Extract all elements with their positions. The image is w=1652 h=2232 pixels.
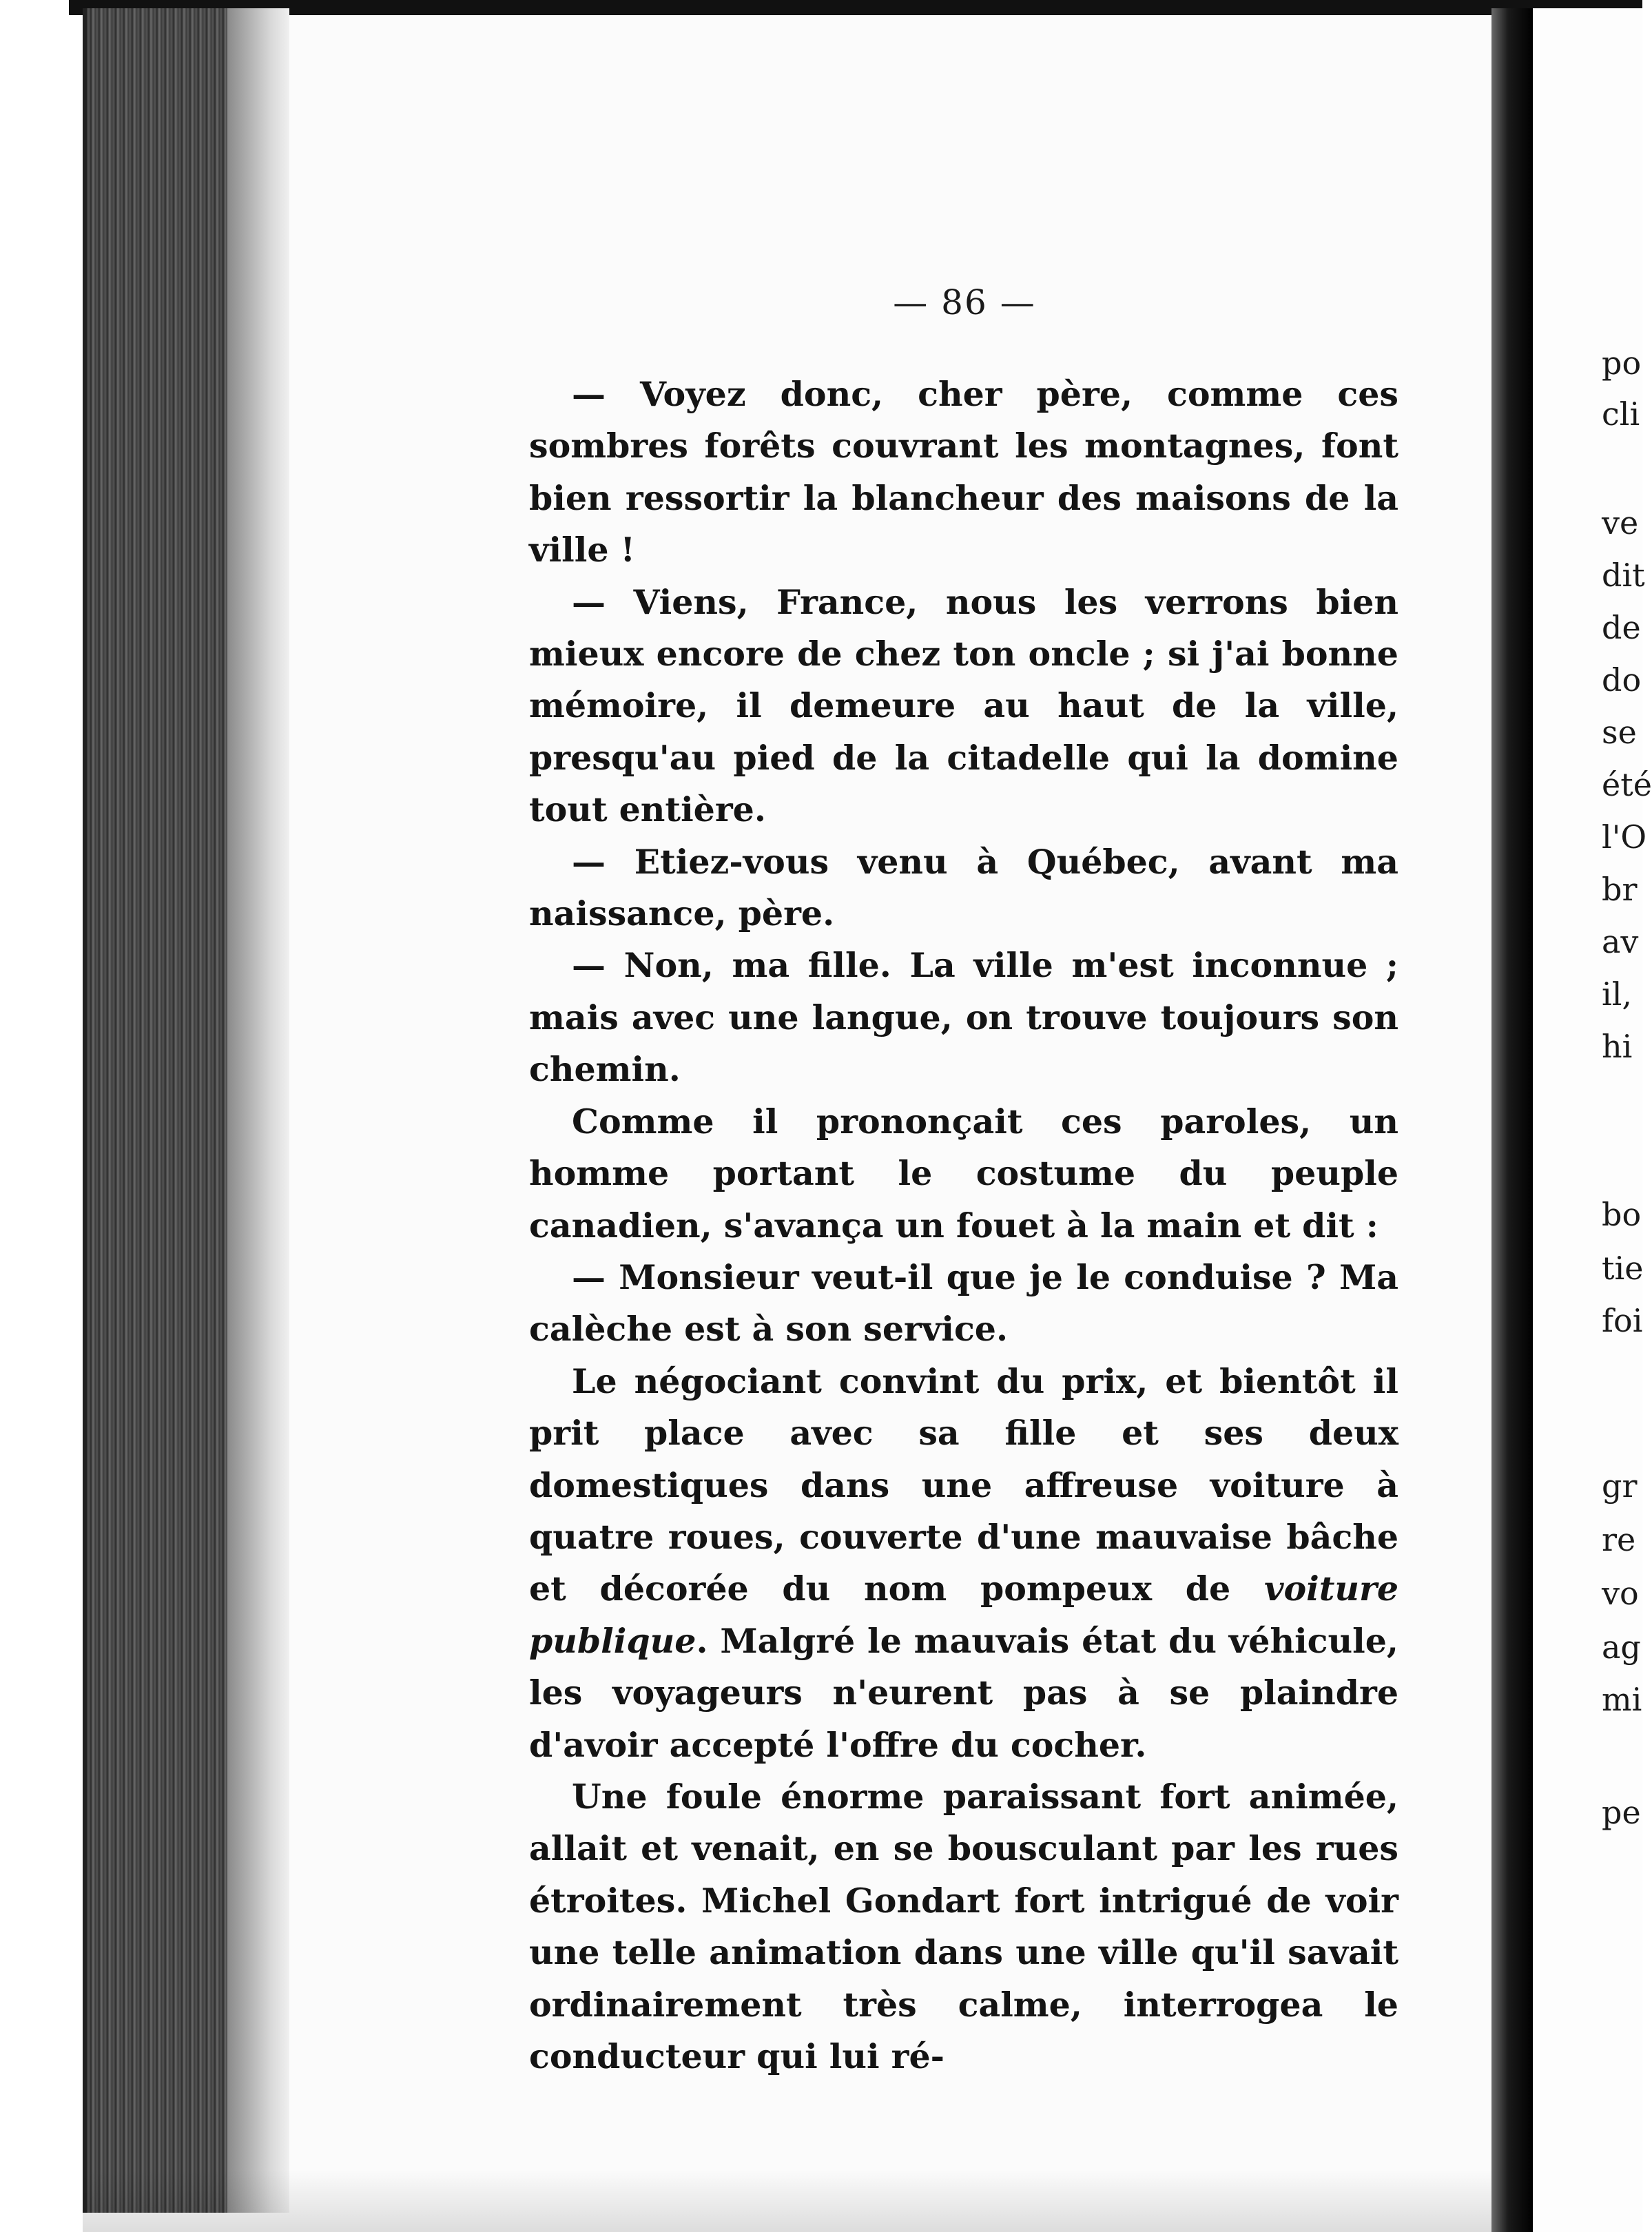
page-number: — 86 — [893, 282, 1036, 322]
fragment: se [1602, 714, 1637, 751]
fragment: br [1602, 871, 1638, 908]
scan-top-edge [69, 0, 1642, 15]
outer-margin [0, 0, 83, 2232]
paragraph: — Etiez-vous venu à Québec, avant ma naissance, père. [529, 841, 1398, 934]
paragraph-text: Le négociant convint du prix, et bientôt il prit place avec sa fille et ses deux domestiques dans une affreuse voiture à quatre roues, couverte d'une mauvaise bâche et décorée du nom pompeux de [529, 1361, 1398, 1609]
page-edge-shadow [227, 8, 289, 2213]
fragment: ag [1602, 1629, 1641, 1666]
fragment: po [1602, 344, 1642, 382]
fragment: foi [1602, 1302, 1643, 1339]
fragment: hi [1602, 1028, 1633, 1065]
paragraph: — Non, ma fille. La ville m'est inconnue ; mais avec une langue, on trouve toujours son chemin. [529, 945, 1398, 1090]
fragment: ve [1602, 504, 1639, 541]
fragment: gr [1602, 1467, 1638, 1505]
fragment: pe [1602, 1794, 1641, 1831]
fragment: été [1602, 766, 1652, 803]
fragment: cli [1602, 395, 1640, 433]
paragraph: — Monsieur veut-il que je le conduise ? Ma calèche est à son service. [529, 1257, 1398, 1350]
bottom-shadow [83, 2170, 1495, 2232]
paragraph: Une foule énorme paraissant fort animée, allait et venait, en se bousculant par les rues étroites. Michel Gondart fort intrigué de voir une telle animation dans une ville qu'il savait ordinairement très calme, interrogea le conducteur qui lui ré- [529, 1776, 1398, 2076]
italic-phrase: voiture publique [529, 1569, 1398, 1661]
book-gutter [1491, 8, 1533, 2232]
fragment: re [1602, 1521, 1636, 1558]
paragraph-price [529, 1356, 1398, 1771]
facing-page-fragment [1533, 8, 1652, 2232]
fragment: bo [1602, 1196, 1642, 1233]
fragment: l'O [1602, 818, 1647, 856]
paragraph-text: . Malgré le mauvais état du véhicule, les voyageurs n'eurent pas à se plaindre d'avoir accepté l'offre du cocher. [529, 1620, 1398, 1765]
fragment: il, [1602, 975, 1633, 1013]
fragment: dit [1602, 557, 1645, 594]
paragraph: — Viens, France, nous les verrons bien mieux encore de chez ton oncle ; si j'ai bonne mémoire, il demeure au haut de la ville, presqu'au pied de la citadelle qui la domine tout entière. [529, 581, 1398, 830]
fragment: de [1602, 609, 1641, 646]
fragment: av [1602, 923, 1639, 960]
fragment: do [1602, 661, 1642, 699]
fragment: mi [1602, 1681, 1642, 1718]
paragraph: — Voyez donc, cher père, comme ces sombres forêts couvrant les montagnes, font bien ressortir la blancheur des maisons de la ville ! [529, 374, 1398, 570]
page-body-text [529, 369, 1398, 2083]
fragment: vo [1602, 1575, 1639, 1612]
paragraph: Comme il prononçait ces paroles, un homme portant le costume du peuple canadien, s'avança un fouet à la main et dit : [529, 1101, 1398, 1246]
fragment: tie [1602, 1250, 1644, 1287]
